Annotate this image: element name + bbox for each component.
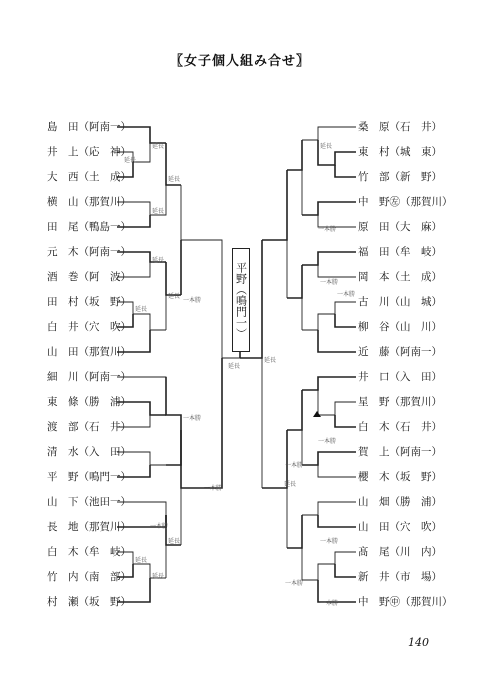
bracket-lines-right [240,127,356,602]
right-player-11: 井 口（入 田） [358,371,442,383]
label-extension: 延長 [320,143,333,150]
left-player-12: 東 條（勝 浦） [47,396,131,408]
label-extension: 延長 [152,257,165,264]
label-extension: 延長 [228,363,241,370]
champion-box: 平野（鳴門一） [232,248,250,352]
left-player-7: 酒 巻（阿 波） [47,271,131,283]
right-player-20: 中 野㊥（那賀川） [358,596,453,608]
label-one-match: 一本勝 [318,226,337,233]
right-player-2: 東 村（城 東） [358,146,442,158]
right-player-3: 竹 部（新 野） [358,171,442,183]
left-player-6: 元 木（阿南一） [47,246,131,258]
label-one-match: 一本勝 [320,279,339,286]
left-player-4: 横 山（那賀川） [47,196,131,208]
label-one-match: 一本勝 [183,415,202,422]
right-player-8: 古 川（山 城） [358,296,442,308]
label-one-match: 一本勝 [320,600,339,607]
right-player-16: 山 畑（勝 浦） [358,496,442,508]
right-player-14: 賀 上（阿南一） [358,446,442,458]
label-extension: 延長 [135,557,148,564]
bracket-lines-left [117,127,240,602]
page-number: 140 [408,636,429,649]
left-player-13: 渡 部（石 井） [47,421,131,433]
label-extension: 延長 [152,143,165,150]
right-player-1: 桑 原（石 井） [358,121,442,133]
right-player-10: 近 藤（阿南一） [358,346,442,358]
label-one-match: 一本勝 [183,297,202,304]
left-player-9: 白 井（穴 吹） [47,321,131,333]
left-player-18: 白 木（牟 岐） [47,546,131,558]
label-one-match: 一本勝 [337,291,356,298]
left-player-17: 長 地（那賀川） [47,521,131,533]
label-extension: 延長 [152,208,165,215]
right-player-9: 柳 谷（山 川） [358,321,442,333]
marker-triangle-icon [313,411,321,417]
label-extension: 延長 [168,538,181,545]
left-player-10: 山 田（那賀川） [47,346,131,358]
right-player-13: 白 木（石 井） [358,421,442,433]
right-player-6: 福 田（牟 岐） [358,246,442,258]
label-extension: 延長 [152,573,165,580]
right-player-17: 山 田（穴 吹） [358,521,442,533]
left-player-11: 細 川（阿南一） [47,371,131,383]
right-player-19: 新 井（市 場） [358,571,442,583]
left-player-16: 山 下（池田一） [47,496,131,508]
left-player-2: 井 上（応 神） [47,146,131,158]
label-one-match: 一本勝 [318,438,337,445]
label-extension: 延長 [168,293,181,300]
left-player-3: 大 西（土 成） [47,171,131,183]
label-one-match: 一本勝 [204,485,223,492]
left-player-8: 田 村（坂 野） [47,296,131,308]
left-player-1: 島 田（阿南一） [47,121,131,133]
label-extension: 延長 [124,157,137,164]
right-player-7: 岡 本（土 成） [358,271,442,283]
label-extension: 延長 [168,176,181,183]
label-extension: 延長 [284,481,297,488]
left-player-5: 田 尾（鴨島一） [47,221,131,233]
label-extension: 延長 [135,306,148,313]
match-annotations [124,142,355,607]
right-player-5: 原 田（大 麻） [358,221,442,233]
right-player-12: 星 野（那賀川） [358,396,442,408]
left-player-19: 竹 内（南 部） [47,571,131,583]
right-player-18: 髙 尾（川 内） [358,546,442,558]
page-title: 〖女子個人組み合せ〗 [169,54,310,69]
right-player-15: 櫻 木（坂 野） [358,471,442,483]
left-player-20: 村 瀬（坂 野） [47,596,131,608]
label-one-match: 一本勝 [285,580,304,587]
label-extension: 延長 [264,357,277,364]
label-one-match: 一本勝 [285,462,304,469]
left-player-15: 平 野（鳴門一） [47,471,131,483]
label-one-match: 一本勝 [150,523,169,530]
label-one-match: 一本勝 [320,538,339,545]
left-player-14: 清 水（入 田） [47,446,131,458]
right-player-4: 中 野㊧（那賀川） [358,196,453,208]
